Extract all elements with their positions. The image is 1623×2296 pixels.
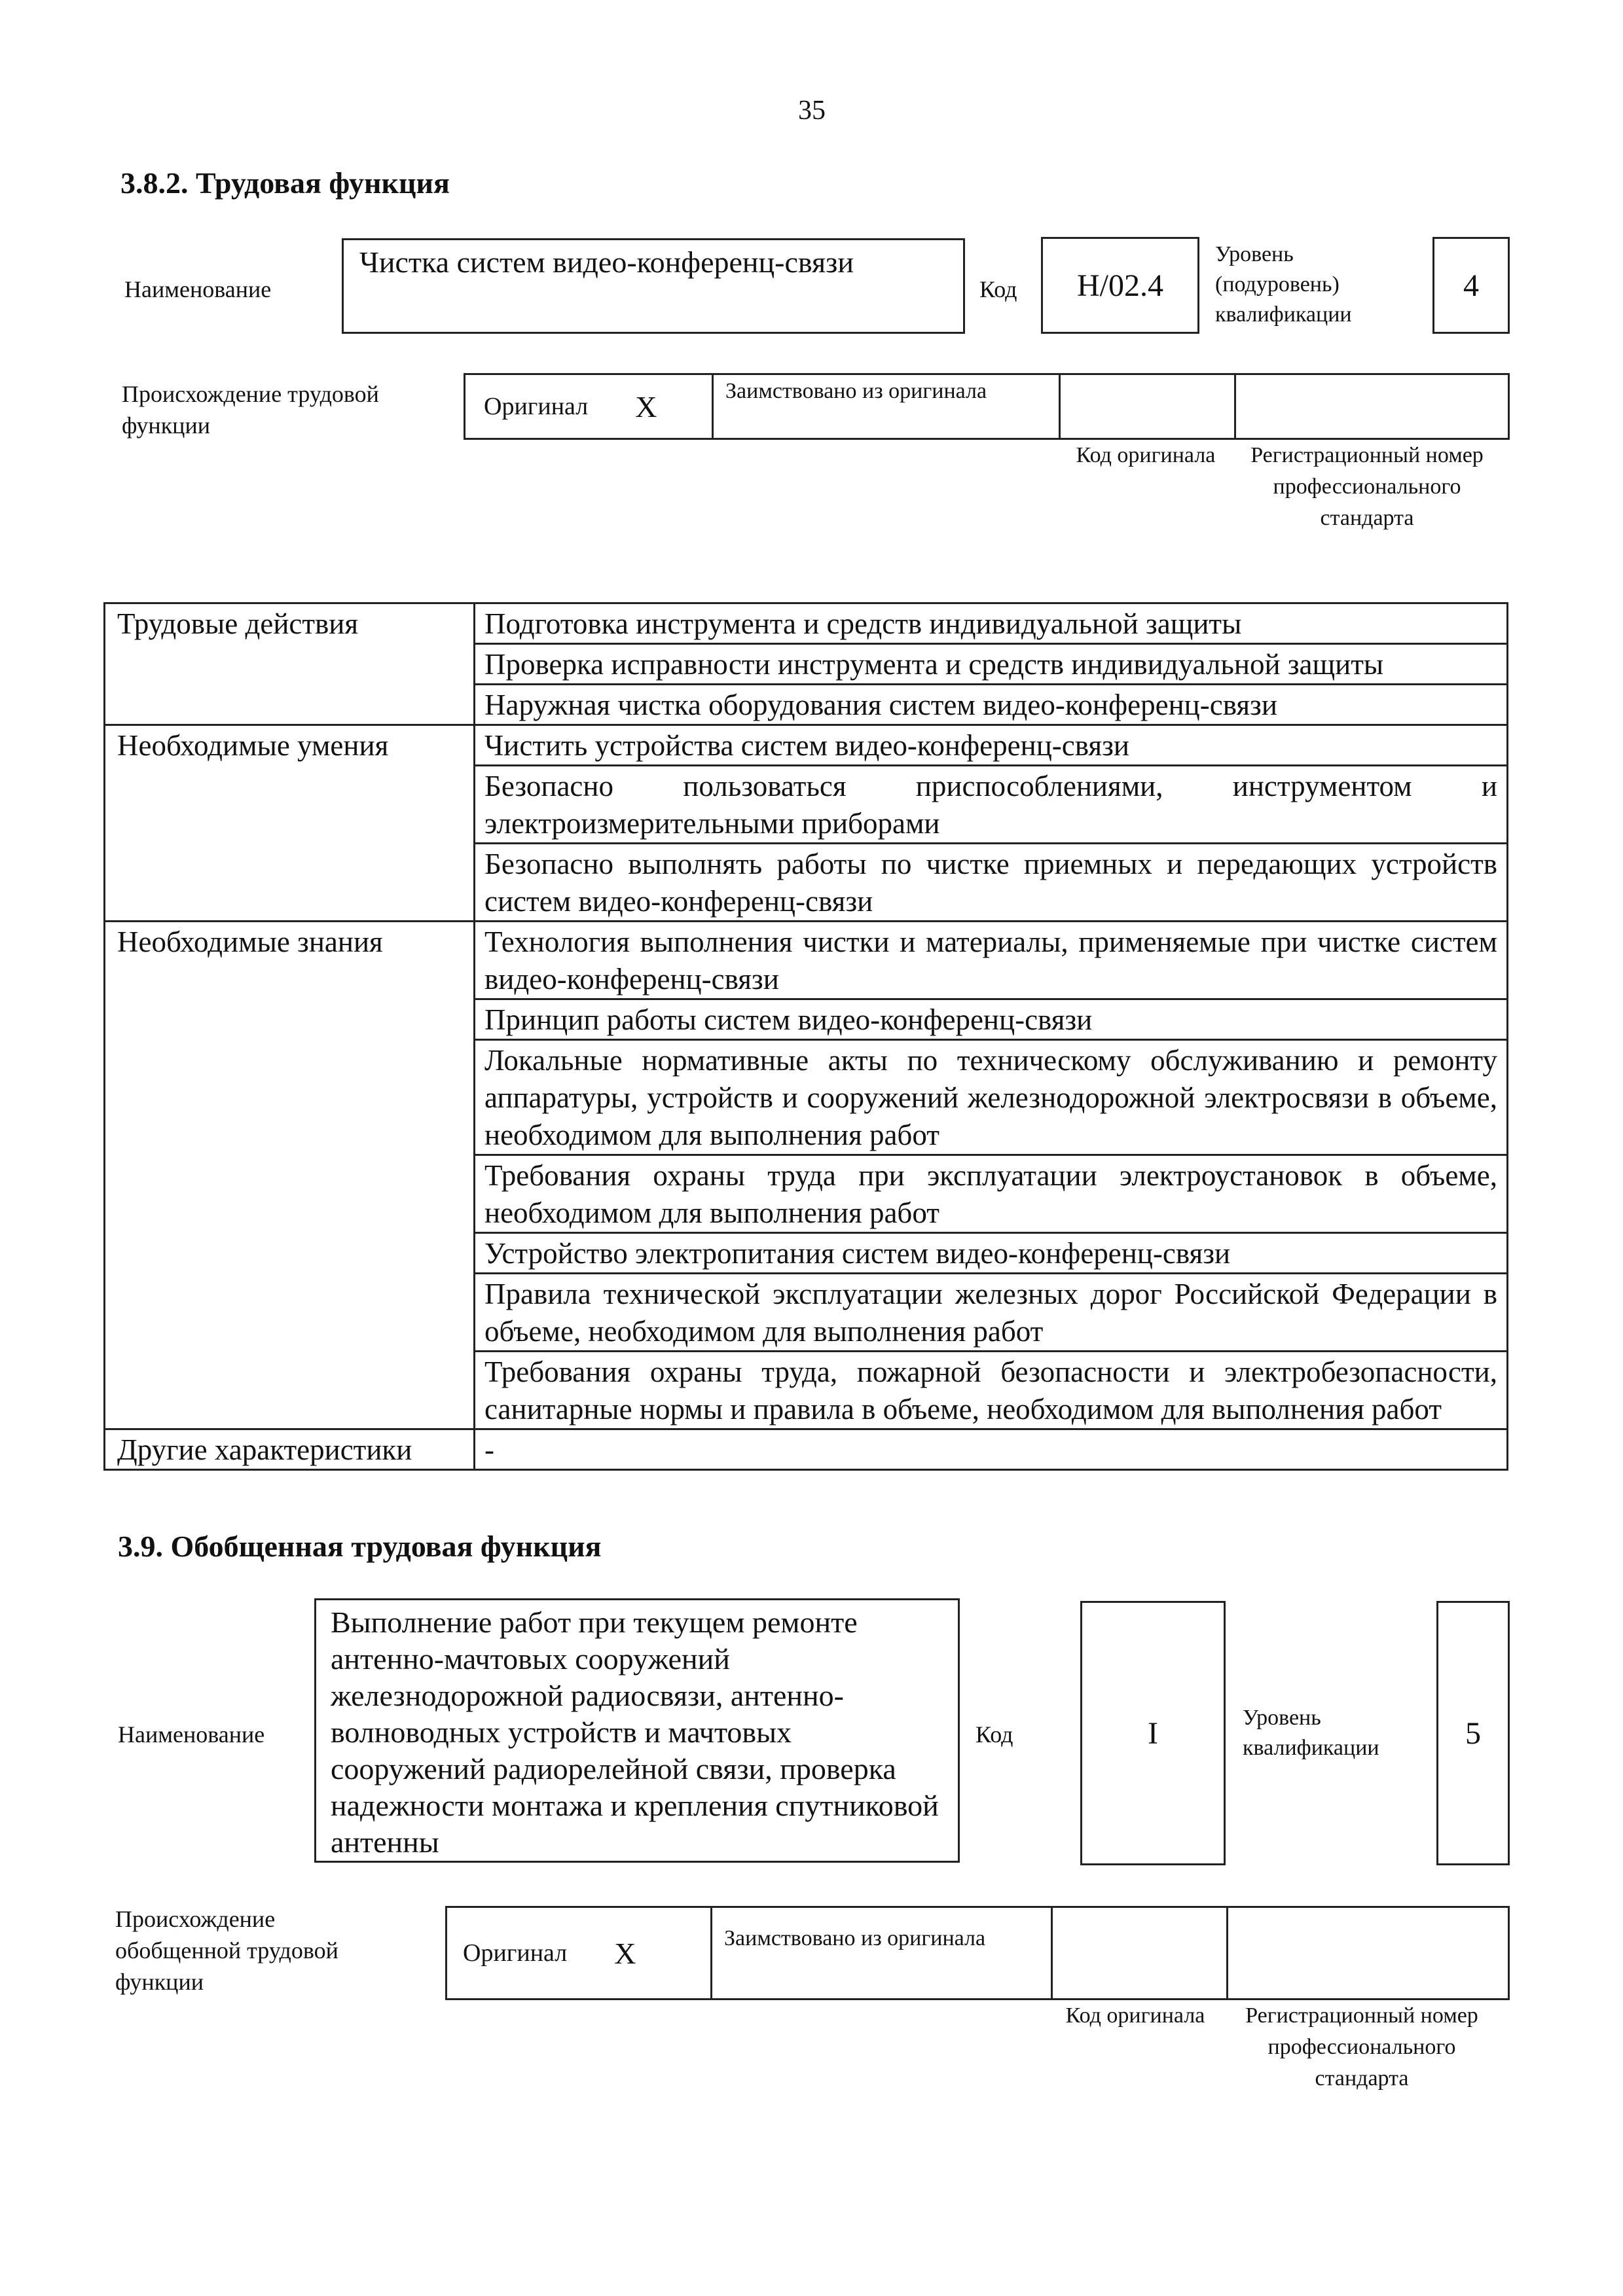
borrowed-cell-39 xyxy=(710,1908,1051,1998)
code-original-caption-39: Код оригинала xyxy=(1065,2003,1205,2028)
original-cell-39 xyxy=(447,1908,710,1998)
knowledge-item: Принцип работы систем видео-конференц-связи xyxy=(475,999,1508,1040)
section-title-382: 3.8.2. Трудовая функция xyxy=(120,166,450,200)
knowledge-label: Необходимые знания xyxy=(105,922,475,1429)
other-label: Другие характеристики xyxy=(105,1429,475,1470)
knowledge-item: Устройство электропитания систем видео-конференц-связи xyxy=(475,1233,1508,1274)
borrowed-label: Заимствовано из оригинала xyxy=(725,379,987,403)
knowledge-item: Требования охраны труда, пожарной безопасности и электробезопасности, санитарные нормы и правила в объеме, необходимом для выполнения работ xyxy=(475,1352,1508,1429)
skill-item: Чистить устройства систем видео-конференц-связи xyxy=(475,725,1508,766)
name-label: Наименование xyxy=(124,276,272,302)
level-value: 4 xyxy=(1463,268,1479,303)
code-label: Код xyxy=(979,276,1017,302)
labor-actions-label: Трудовые действия xyxy=(105,603,475,725)
code-value-box xyxy=(1041,237,1199,334)
original-cell xyxy=(465,375,712,438)
level-label: Уровень (подуровень) квалификации xyxy=(1215,242,1352,327)
level-label-39: Уровень квалификации xyxy=(1243,1706,1379,1760)
skill-item: Безопасно выполнять работы по чистке приемных и передающих устройств систем видео-конференц-связи xyxy=(475,844,1508,922)
knowledge-item: Требования охраны труда при эксплуатации электроустановок в объеме, необходимом для выполнения работ xyxy=(475,1155,1508,1233)
name-label-39: Наименование xyxy=(118,1721,265,1748)
labor-action-item: Проверка исправности инструмента и средств индивидуальной защиты xyxy=(475,644,1508,685)
section-title-39: 3.9. Обобщенная трудовая функция xyxy=(118,1530,602,1563)
skill-item: Безопасно пользоваться приспособлениями, инструментом и электроизмерительными приборами xyxy=(475,766,1508,844)
name-value-box xyxy=(342,238,965,334)
page-number: 35 xyxy=(798,96,826,126)
code-original-caption: Код оригинала xyxy=(1076,443,1216,467)
reg-number-cell-39 xyxy=(1226,1908,1508,1998)
code-value-39: I xyxy=(1148,1715,1158,1751)
table-row xyxy=(105,603,1508,644)
reg-number-caption-39: Регистрационный номер профессионального стандарта xyxy=(1245,2003,1478,2090)
table-row xyxy=(105,1429,1508,1470)
borrowed-label-39: Заимствовано из оригинала xyxy=(724,1926,986,1950)
level-value-box-39 xyxy=(1436,1601,1510,1865)
origin-label: Происхождение трудовой функции xyxy=(122,381,379,439)
labor-action-item: Наружная чистка оборудования систем видео-конференц-связи xyxy=(475,685,1508,725)
original-label-39: Оригинал xyxy=(463,1939,568,1967)
name-value-39: Выполнение работ при текущем ремонте антенно-мачтовых сооружений железнодорожной радиосвязи, антенно-волноводных устройств и мачтовых сооружений радиорелейной связи, проверка надежности монтажа и крепления спутниковой антенны xyxy=(331,1605,939,1859)
origin-table-39 xyxy=(445,1906,1510,2000)
reg-number-caption: Регистрационный номер профессионального стандарта xyxy=(1250,443,1484,530)
original-label: Оригинал xyxy=(484,393,589,420)
labor-action-item: Подготовка инструмента и средств индивидуальной защиты xyxy=(475,603,1508,644)
name-value-box-39 xyxy=(314,1598,960,1863)
code-value-box-39 xyxy=(1080,1601,1226,1865)
origin-label-39: Происхождение обобщенной трудовой функции xyxy=(115,1906,338,1995)
code-original-cell xyxy=(1059,375,1234,438)
table-row xyxy=(105,922,1508,999)
knowledge-item: Технология выполнения чистки и материалы, применяемые при чистке систем видео-конференц-связи xyxy=(475,922,1508,999)
reg-number-cell xyxy=(1234,375,1508,438)
code-original-cell-39 xyxy=(1051,1908,1226,1998)
original-mark-39: X xyxy=(614,1936,636,1970)
level-value-39: 5 xyxy=(1465,1715,1481,1751)
name-value: Чистка систем видео-конференц-связи xyxy=(359,245,854,279)
knowledge-item: Правила технической эксплуатации железных дорог Российской Федерации в объеме, необходимом для выполнения работ xyxy=(475,1274,1508,1352)
original-mark: X xyxy=(635,389,657,423)
origin-table xyxy=(464,373,1510,440)
code-label-39: Код xyxy=(976,1721,1013,1748)
skills-label: Необходимые умения xyxy=(105,725,475,922)
other-value: - xyxy=(475,1429,1508,1470)
borrowed-cell xyxy=(712,375,1059,438)
knowledge-item: Локальные нормативные акты по техническому обслуживанию и ремонту аппаратуры, устройств и сооружений железнодорожной электросвязи в объеме, необходимом для выполнения работ xyxy=(475,1040,1508,1155)
function-table xyxy=(103,602,1508,1471)
level-value-box xyxy=(1432,237,1510,334)
code-value: H/02.4 xyxy=(1077,268,1163,303)
table-row xyxy=(105,725,1508,766)
